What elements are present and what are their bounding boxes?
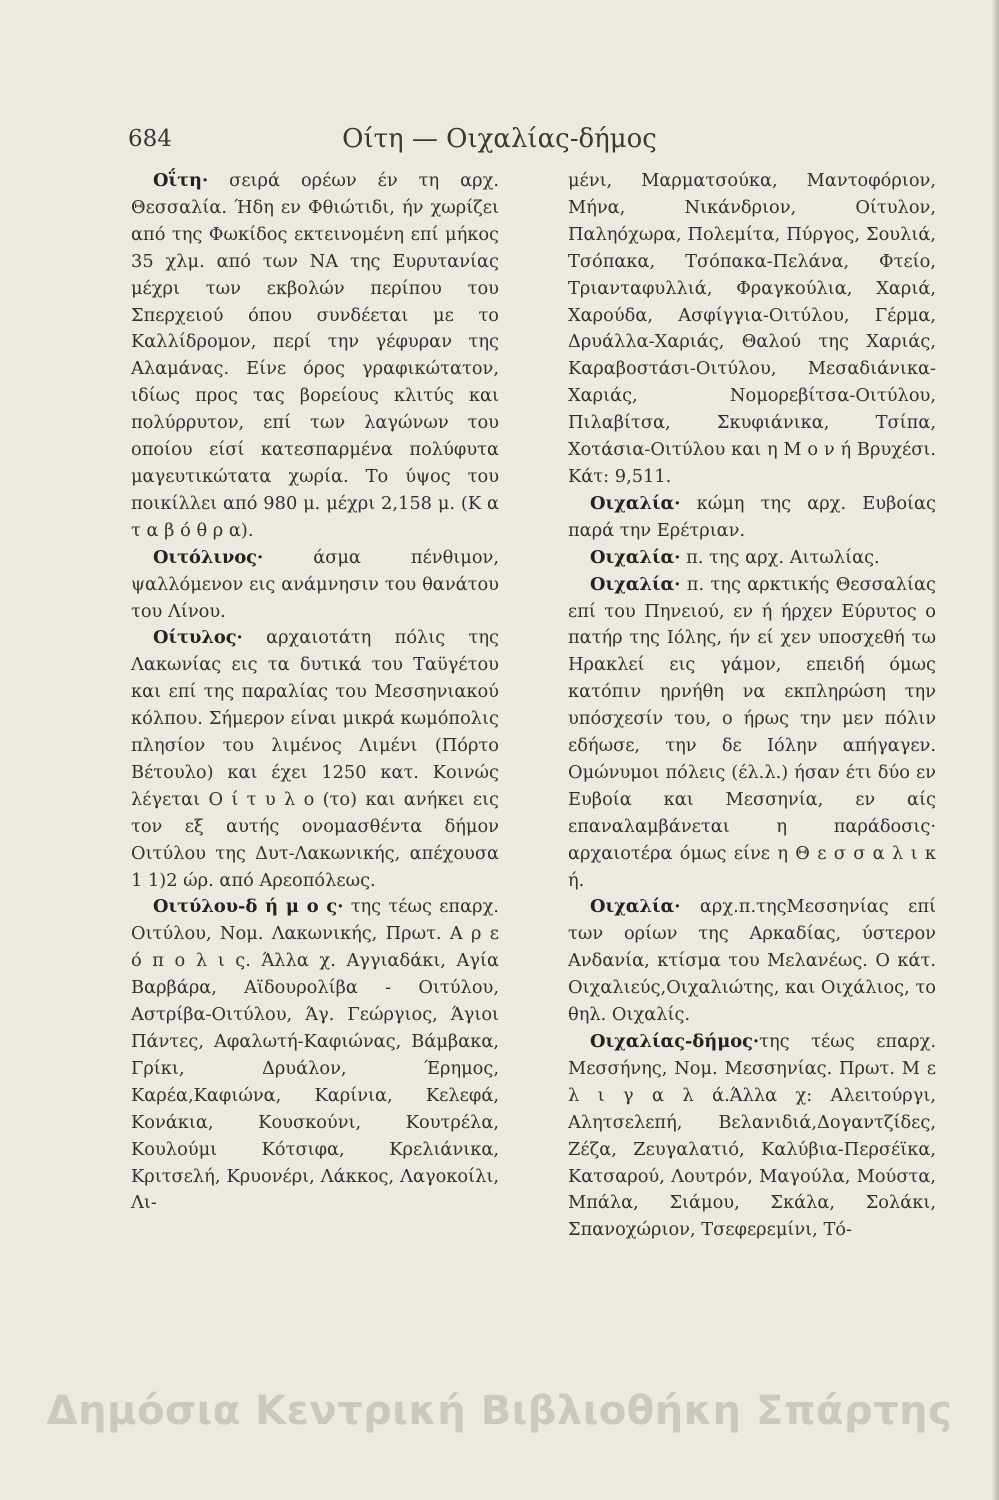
entry-headword: Οιχαλία· [590, 573, 681, 595]
entry-headword: Οΐτη· [153, 170, 209, 191]
dictionary-entry [568, 1029, 936, 1244]
entry-text: της τέως επαρχ. Μεσσήνης, Νομ. Μεσσηνίας. Πρωτ. Μ ε λ ι γ α λ ά.Άλλα χ: Αλειτούργι, Αλητσελεπή, Βελανιδιά,Δογαντζίδες, Ζέζα, Ζευγαλατιό, Καλύβια-Περσέϊκα, Κατσαρού, Λουτρόν, Μαγούλα, Μούστα, Μπάλα, Σιάμου, Σκάλα, Σολάκι, Σπανοχώριον, Τσεφερεμίνι, Τό- [568, 1031, 936, 1241]
entry-headword: Οιχαλία· [590, 492, 681, 514]
dictionary-entry [131, 894, 499, 1217]
left-column [131, 168, 499, 1217]
dictionary-entry [568, 545, 936, 572]
dictionary-entry [131, 168, 499, 545]
entry-text: π. της αρκτικής Θεσσαλίας επί του Πηνειού, εν ή ήρχεν Εύρυτος ο πατήρ της Ιόλης, ήν εί χεν υποσχεθή τω Ηρακλεί εις γάμον, επειδή όμως κατόπιν ηρνήθη να εκπληρώση την υπόσχεσίν του, ο ήρως την μεν πόλιν εδήωσε, την δε Ιόλην απήγαγεν. Ομώνυμοι πόλεις (έλ.λ.) ήσαν έτι δύο εν Ευβοία και Μεσσηνία, εν αίς επαναλαμβάνεται η παράδοσις· αρχαιοτέρα όμως είνε η Θ ε σ σ α λ ι κ ή. [568, 573, 936, 891]
entry-text: της τέως επαρχ. Οιτύλου, Νομ. Λακωνικής, Πρωτ. Α ρ ε ό π ο λ ι ς. Άλλα χ. Αγγιαδάκι, Αγία Βαρβάρα, Αϊδουρολίβα - Οιτύλου, Αστρίβα-Οιτύλου, Άγ. Γεώργιος, Άγιοι Πάντες, Αφαλωτή-Καφιώνας, Βάμβακα, Γρίκι, Δρυάλον, Έρημος, Καρέα,Καφιώνα, Καρίνια, Κελεφά, Κονάκια, Κουσκούνι, Κουτρέλα, Κουλούμι Κότσιφα, Κρελιάνικα, Κριτσελή, Κρυονέρι, Λάκκος, Λαγοκοίλι, Λι- [131, 896, 499, 1214]
entry-text: αρχ.π.τηςΜεσσηνίας επί των ορίων της Αρκαδίας, ύστερον Ανδανία, κτίσμα του Μελανέως. Ο κάτ. Οιχαλιεύς,Οιχαλιώτης, και Οιχάλιος, το θηλ. Οιχαλίς. [568, 896, 936, 1026]
entry-text: σειρά ορέων έν τη αρχ. Θεσσαλία. Ήδη εν Φθιώτιδι, ήν χωρίζει από της Φωκίδος εκτεινομένη επί μήκος 35 χλμ. από των ΝΑ της Ευρυτανίας μέχρι των εκβολών περίπου του Σπερχειού όπου συνδέεται με το Καλλίδρομον, περί την γέφυραν της Αλαμάνας. Είνε όρος γραφικώτατον, ιδίως προς τας βορείους κλιτύς και πολύρρυτον, επί των λαγώνων του οποίου είσί κατεσπαρμένα πολύφυτα μαγευτικώτατα χωρία. Το ύψος του ποικίλλει από 980 μ. μέχρι 2,158 μ. (Κ α τ α β ό θ ρ α). [131, 170, 499, 541]
dictionary-entry [568, 894, 936, 1029]
dictionary-entry [568, 491, 936, 545]
entry-text: π. της αρχ. Αιτωλίας. [680, 546, 880, 568]
page-header [0, 118, 999, 162]
dictionary-entry [568, 168, 936, 491]
entry-headword: Οιχαλίας-δήμος· [590, 1031, 760, 1052]
scan-edge-shadow [991, 0, 999, 1500]
running-title: Οίτη — Οιχαλίας-δήμος [342, 124, 657, 154]
entry-text: άσμα πένθιμον, ψαλλόμενον εις ανάμνησιν του θανάτου του Λίνου. [131, 546, 499, 622]
entry-headword: Οιτόλινος· [153, 546, 264, 568]
page-number: 684 [128, 126, 172, 152]
entry-headword: Οιτύλου-δ ή μ ο ς· [153, 896, 344, 918]
entry-headword: Οιχαλία· [590, 896, 681, 918]
entry-text: μένι, Μαρματσούκα, Μαντοφόριον, Μήνα, Νικάνδριον, Οίτυλον, Παληόχωρα, Πολεμίτα, Πύργος, Σουλιά, Τσόπακα, Τσόπακα-Πελάνα, Φτείο, Τριανταφυλλιά, Φραγκούλια, Χαριά, Χαρούδα, Ασφίγγια-Οιτύλου, Γέρμα, Δρυάλλα-Χαριάς, Θαλού της Χαριάς, Καραβοστάσι-Οιτύλου, Μεσαδιάνικα-Χαριάς, Νομορεβίτσα-Οιτύλου, Πιλαβίτσα, Σκυφιάνικα, Τσίπα, Χοτάσια-Οιτύλου και η Μ ο ν ή Βρυχέσι. Κάτ: 9,511. [568, 170, 936, 487]
dictionary-entry [131, 545, 499, 626]
entry-headword: Οίτυλος· [153, 627, 243, 649]
dictionary-entry [131, 625, 499, 894]
dictionary-entry [568, 572, 936, 895]
entry-text: κώμη της αρχ. Ευβοίας παρά την Ερέτριαν. [568, 492, 936, 541]
right-column [568, 168, 936, 1244]
entry-text: αρχαιοτάτη πόλις της Λακωνίας εις τα δυτικά του Ταϋγέτου και επί της παραλίας του Μεσσηνιακού κόλπου. Σήμερον είναι μικρά κωμόπολις πλησίον του λιμένος Λιμένι (Πόρτο Βέτουλο) και έχει 1250 κατ. Κοινώς λέγεται Ο ί τ υ λ ο (το) και ανήκει εις τον εξ αυτής ονομασθέντα δήμον Οιτύλου της Δυτ-Λακωνικής, απέχουσα 1 1)2 ώρ. από Αρεοπόλεως. [131, 627, 499, 891]
entry-headword: Οιχαλία· [590, 546, 681, 568]
library-watermark: Δημόσια Κεντρική Βιβλιοθήκη Σπάρτης [46, 1388, 953, 1434]
